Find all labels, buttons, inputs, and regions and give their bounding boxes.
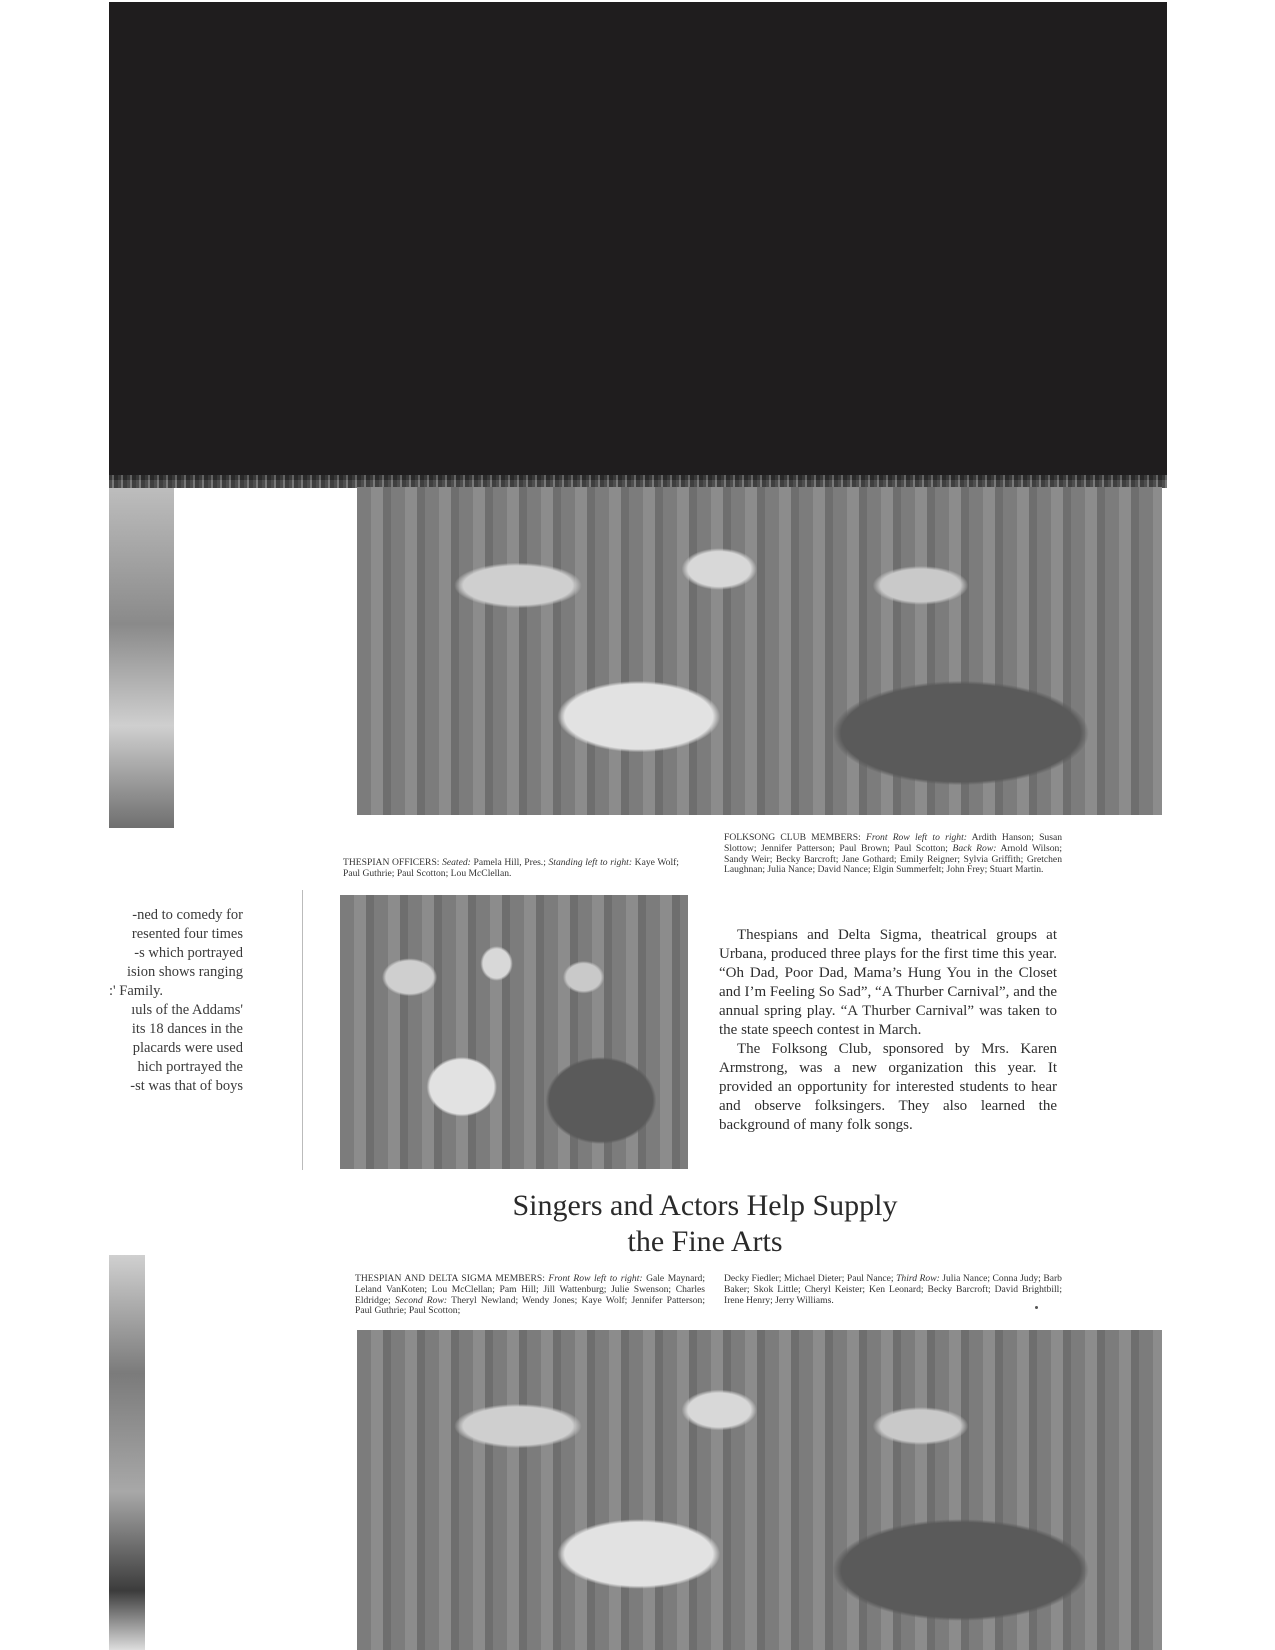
body-paragraph: Thespians and Delta Sigma, theatrical groups at Urbana, produced three plays for the first time this year. “Oh Dad, Poor Dad, Mama’s Hung You in the Closet and I’m Feeling So Sad”, “A Thurber Carnival”, and the annual spring play. “A Thurber Carnival” was taken to the state speech contest in March. xyxy=(719,927,1057,1038)
article-body xyxy=(719,926,1057,1135)
text-line: placards were used xyxy=(132,1040,243,1056)
members-caption-part2 xyxy=(724,1274,1062,1306)
text-line: ıuls of the Addams' xyxy=(131,1002,243,1018)
thespian-officers-photo xyxy=(340,895,688,1169)
caption-label: THESPIAN AND DELTA SIGMA MEMBERS: xyxy=(355,1273,545,1284)
text-line: -st was that of boys xyxy=(130,1078,243,1094)
folksong-caption xyxy=(724,833,1062,876)
body-paragraph: The Folksong Club, sponsored by Mrs. Karen Armstrong, was a new organization this year. It provided an opportunity for interested students to hear and observe folksingers. They also learned the background of many folk songs. xyxy=(719,1041,1057,1133)
caption-names: Gale Maynard; Leland VanKoten; Lou McClellan; Pam Hill; Jill Wattenburg; Julie Swenson; Charles Eldridge; xyxy=(355,1273,705,1306)
text-line: ision shows ranging xyxy=(127,964,243,980)
headline-line: the Fine Arts xyxy=(627,1225,783,1258)
caption-names: Theryl Newland; Wendy Jones; Kaye Wolf; Jennifer Patterson; Paul Guthrie; Paul Scotton; xyxy=(355,1294,706,1317)
thespian-delta-sigma-members-photo xyxy=(357,1330,1162,1650)
caption-row-label: Third Row: xyxy=(896,1273,940,1284)
left-page-photo-bottom xyxy=(109,1255,145,1650)
caption-label: THESPIAN OFFICERS: xyxy=(343,857,440,868)
left-page-photo-top xyxy=(109,488,174,828)
page-headline xyxy=(420,1188,990,1260)
text-line: -ned to comedy for xyxy=(132,907,243,923)
text-line: its 18 dances in the xyxy=(131,1021,243,1037)
caption-row-label: Seated: xyxy=(442,857,471,868)
caption-label: FOLKSONG CLUB MEMBERS: xyxy=(724,832,861,843)
caption-names: Ardith Hanson; Susan Slottow; Jennifer Patterson; Paul Brown; Paul Scotton; xyxy=(724,832,1063,854)
caption-row-label: Back Row: xyxy=(952,842,997,854)
headline-line: Singers and Actors Help Supply xyxy=(512,1189,898,1222)
caption-names: Arnold Wilson; Sandy Weir; Becky Barcroft; Jane Gothard; Emily Reigner; Sylvia Griffith; Gretchen Laughnan; Julia Nance; David Nance; Elgin Summerfelt; John Frey; Stuart Martin. xyxy=(724,842,1062,876)
dark-scan-region xyxy=(109,2,1167,480)
caption-row-label: Second Row: xyxy=(394,1294,448,1306)
text-line: :' Family. xyxy=(109,983,164,999)
text-line: -s which portrayed xyxy=(134,945,243,961)
caption-names: Kaye Wolf; Paul Guthrie; Paul Scotton; Lou McClellan. xyxy=(343,857,679,879)
caption-names: Decky Fiedler; Michael Dieter; Paul Nance; xyxy=(724,1273,894,1284)
caption-row-label: Front Row left to right: xyxy=(865,832,967,843)
text-line: hich portrayed the xyxy=(137,1059,243,1075)
column-rule xyxy=(302,890,303,1170)
left-page-text-column xyxy=(109,906,243,1096)
caption-row-label: Standing left to right: xyxy=(548,857,633,868)
caption-names: Julia Nance; Conna Judy; Barb Baker; Skok Little; Cheryl Keister; Ken Leonard; Becky Barcroft; David Brightbill; Irene Henry; Jerry Williams. xyxy=(724,1273,1062,1306)
caption-names: Pamela Hill, Pres.; xyxy=(473,857,546,868)
print-speck xyxy=(1035,1306,1038,1309)
text-line: resented four times xyxy=(131,926,243,942)
officers-caption xyxy=(343,858,679,880)
folksong-club-photo xyxy=(357,487,1162,815)
caption-row-label: Front Row left to right: xyxy=(548,1273,643,1284)
members-caption-part1 xyxy=(355,1274,705,1317)
